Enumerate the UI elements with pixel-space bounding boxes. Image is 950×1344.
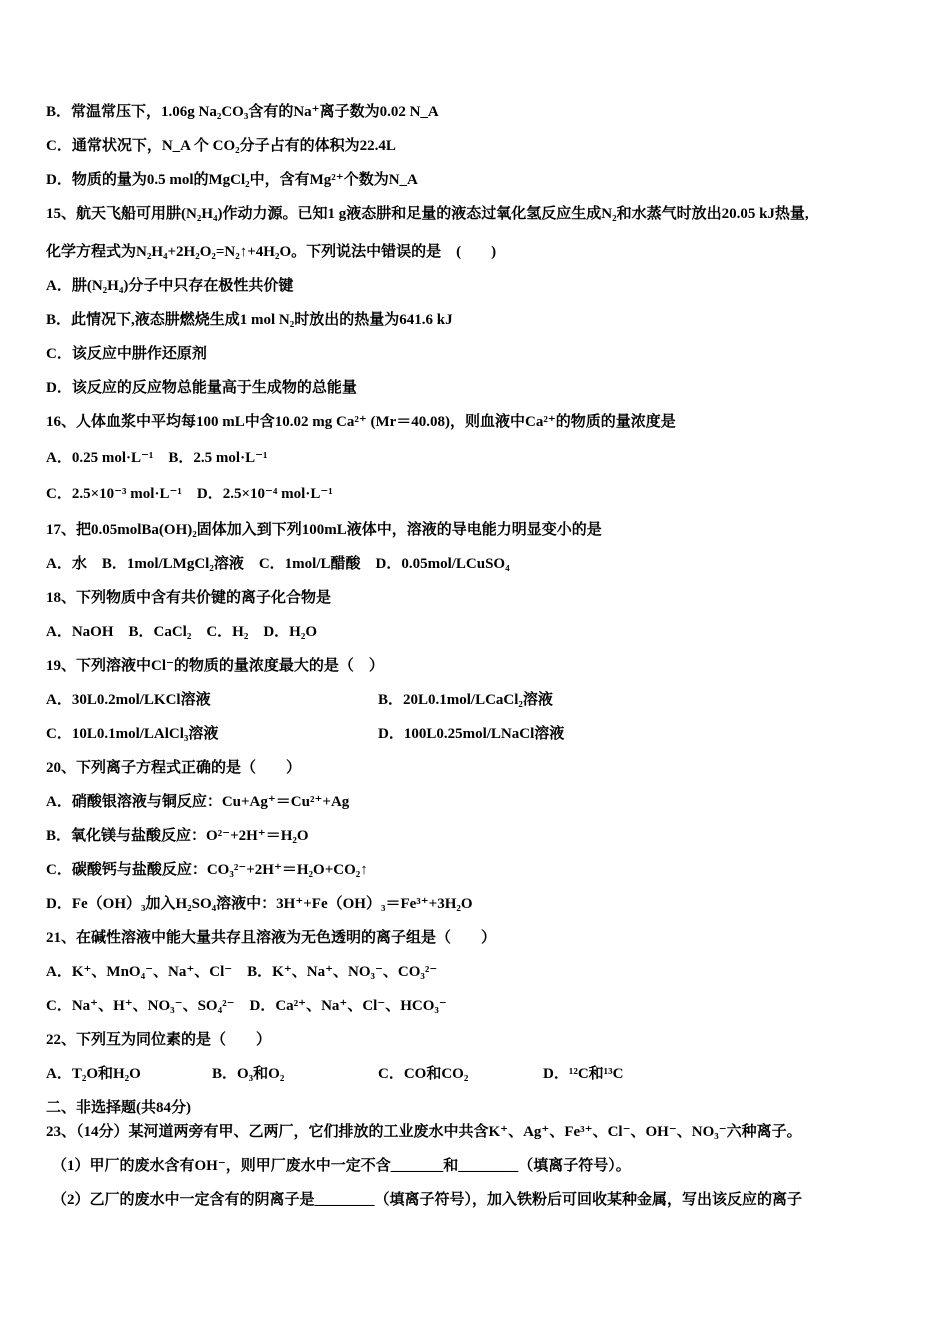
q19-option-a: A．30L0.2mol/LKCl溶液	[46, 692, 211, 708]
q22-option-d: D．¹²C和¹³C	[543, 1066, 624, 1082]
q22-option-a: A．T₂O和H₂O	[46, 1066, 141, 1082]
q15-option-b: B．此情况下,液态肼燃烧生成1 mol N₂时放出的热量为641.6 kJ	[46, 312, 453, 328]
q20-option-d: D．Fe（OH）₃加入H₂SO₄溶液中：3H⁺+Fe（OH）₃＝Fe³⁺+3H₂O	[46, 896, 473, 912]
q21-stem: 21、在碱性溶液中能大量共存且溶液为无色透明的离子组是（ ）	[46, 930, 497, 946]
q19-stem: 19、下列溶液中Cl⁻的物质的量浓度最大的是（ ）	[46, 658, 384, 674]
q21-options-ab: A．K⁺、MnO₄⁻、Na⁺、Cl⁻ B．K⁺、Na⁺、NO₃⁻、CO₃²⁻	[46, 964, 438, 980]
q19-option-d: D．100L0.25mol/LNaCl溶液	[378, 726, 565, 742]
q15-option-a: A．肼(N₂H₄)分子中只存在极性共价键	[46, 278, 294, 294]
q15-stem-line1: 15、航天飞船可用肼(N₂H₄)作动力源。已知1 g液态肼和足量的液态过氧化氢反应生成N₂和水蒸气时放出20.05 kJ热量,	[46, 206, 809, 222]
q19-option-b: B．20L0.1mol/LCaCl₂溶液	[378, 692, 553, 708]
q18-stem: 18、下列物质中含有共价键的离子化合物是	[46, 590, 332, 606]
q16-options-cd: C．2.5×10⁻³ mol·L⁻¹ D．2.5×10⁻⁴ mol·L⁻¹	[46, 486, 333, 502]
q18-options: A．NaOH B．CaCl₂ C．H₂ D．H₂O	[46, 624, 317, 640]
q20-option-b: B．氧化镁与盐酸反应：O²⁻+2H⁺＝H₂O	[46, 828, 309, 844]
q17-options: A．水 B．1mol/LMgCl₂溶液 C．1mol/L醋酸 D．0.05mol/LCuSO₄	[46, 556, 510, 572]
q21-options-cd: C．Na⁺、H⁺、NO₃⁻、SO₄²⁻ D．Ca²⁺、Na⁺、Cl⁻、HCO₃⁻	[46, 998, 447, 1014]
q22-option-c: C．CO和CO₂	[378, 1066, 469, 1082]
q23-stem: 23、（14分）某河道两旁有甲、乙两厂，它们排放的工业废水中共含K⁺、Ag⁺、Fe³⁺、Cl⁻、OH⁻、NO₃⁻六种离子。	[46, 1124, 802, 1140]
q23-part1: （1）甲厂的废水含有OH⁻，则甲厂废水中一定不含_______和________（填离子符号）。	[52, 1158, 631, 1174]
q16-stem: 16、人体血浆中平均每100 mL中含10.02 mg Ca²⁺ (Mr＝40.08)，则血液中Ca²⁺的物质的量浓度是	[46, 414, 676, 430]
q22-option-b: B．O₃和O₂	[212, 1066, 285, 1082]
q15-stem-line2: 化学方程式为N₂H₄+2H₂O₂=N₂↑+4H₂O。下列说法中错误的是 ( )	[46, 244, 497, 260]
q20-stem: 20、下列离子方程式正确的是（ ）	[46, 760, 302, 776]
q19-option-c: C．10L0.1mol/LAlCl₃溶液	[46, 726, 219, 742]
q14-option-d: D．物质的量为0.5 mol的MgCl₂中，含有Mg²⁺个数为N_A	[46, 172, 418, 188]
q15-option-d: D．该反应的反应物总能量高于生成物的总能量	[46, 380, 357, 396]
q20-option-c: C．碳酸钙与盐酸反应：CO₃²⁻+2H⁺＝H₂O+CO₂↑	[46, 862, 368, 878]
q16-options-ab: A．0.25 mol·L⁻¹ B．2.5 mol·L⁻¹	[46, 450, 268, 466]
q14-option-b: B．常温常压下，1.06g Na₂CO₃含有的Na⁺离子数为0.02 N_A	[46, 104, 439, 120]
q15-option-c: C．该反应中肼作还原剂	[46, 346, 207, 362]
q20-option-a: A．硝酸银溶液与铜反应：Cu+Ag⁺＝Cu²⁺+Ag	[46, 794, 350, 810]
q14-option-c: C．通常状况下，N_A 个 CO₂分子占有的体积为22.4L	[46, 138, 396, 154]
q17-stem: 17、把0.05molBa(OH)₂固体加入到下列100mL液体中，溶液的导电能力明显变小的是	[46, 522, 602, 538]
q22-stem: 22、下列互为同位素的是（ ）	[46, 1032, 272, 1048]
q23-part2: （2）乙厂的废水中一定含有的阴离子是________（填离子符号），加入铁粉后可回收某种金属，写出该反应的离子	[52, 1192, 803, 1208]
section-heading: 二、非选择题(共84分)	[46, 1100, 191, 1116]
